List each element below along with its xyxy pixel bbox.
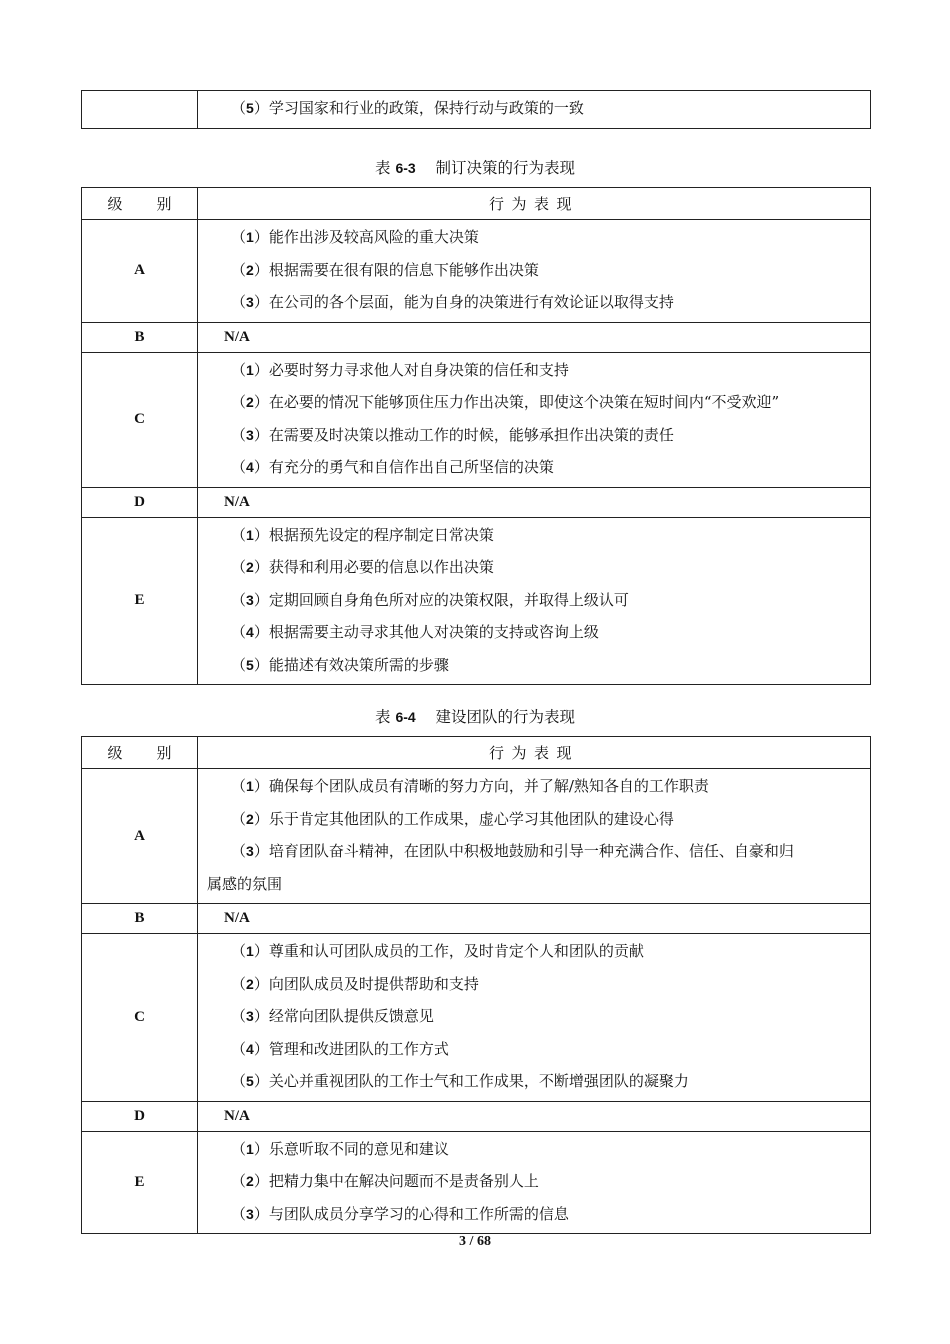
behavior-cell (198, 517, 871, 685)
behavior-item: （4）根据需要主动寻求其他人对决策的支持或咨询上级 (231, 623, 599, 641)
level-cell: A (82, 769, 198, 904)
empty-level-cell (82, 91, 198, 129)
header-level: 级 别 (82, 188, 198, 220)
level-cell: E (82, 1131, 198, 1234)
behavior-cell (198, 934, 871, 1102)
table-header-row (82, 188, 871, 220)
table-row (82, 322, 871, 352)
table-6-4-caption: 表 6-4 建设团队的行为表现 (375, 708, 575, 726)
behavior-item: （5）能描述有效决策所需的步骤 (231, 655, 449, 674)
table-6-4 (81, 736, 871, 1234)
behavior-item: （3）培育团队奋斗精神，在团队中积极地鼓励和引导一种充满合作、信任、自豪和归 (231, 842, 794, 860)
page-number: 3 / 68 (459, 1234, 491, 1249)
behavior-item: （2）向团队成员及时提供帮助和支持 (231, 974, 479, 993)
header-level: 级 别 (82, 737, 198, 769)
behavior-cell (198, 1131, 871, 1234)
header-behavior: 行为表现 (198, 737, 871, 769)
behavior-item: （1）必要时努力寻求他人对自身决策的信任和支持 (231, 360, 569, 379)
level-cell: D (82, 487, 198, 517)
behavior-item: （1）根据预先设定的程序制定日常决策 (231, 525, 494, 544)
table-row (82, 220, 871, 323)
table-row (82, 934, 871, 1102)
na-cell: N/A (198, 322, 871, 352)
behavior-item: （4）有充分的勇气和自信作出自己所坚信的决策 (231, 458, 554, 476)
behavior-cell (198, 91, 871, 129)
behavior-item: （3）与团队成员分享学习的心得和工作所需的信息 (231, 1204, 569, 1223)
table-row (82, 1101, 871, 1131)
top-fragment-table (81, 90, 871, 129)
behavior-cell (198, 220, 871, 323)
table-row (82, 517, 871, 685)
behavior-item: （3）经常向团队提供反馈意见 (231, 1007, 434, 1025)
level-cell: B (82, 322, 198, 352)
na-cell: N/A (198, 1101, 871, 1131)
behavior-item: （1）确保每个团队成员有清晰的努力方向，并了解/熟知各自的工作职责 (231, 777, 709, 795)
table-row (82, 352, 871, 487)
na-cell: N/A (198, 487, 871, 517)
behavior-item: （2）根据需要在很有限的信息下能够作出决策 (231, 260, 539, 279)
behavior-item: （3）在需要及时决策以推动工作的时候，能够承担作出决策的责任 (231, 425, 674, 444)
table-row (82, 904, 871, 934)
table-row (82, 1131, 871, 1234)
table-row (82, 769, 871, 904)
level-cell: C (82, 934, 198, 1102)
behavior-item: （2）在必要的情况下能够顶住压力作出决策，即使这个决策在短时间内“不受欢迎” (231, 393, 780, 411)
behavior-cell (198, 352, 871, 487)
behavior-item: （3）定期回顾自身角色所对应的决策权限，并取得上级认可 (231, 590, 629, 609)
behavior-item: （2）乐于肯定其他团队的工作成果，虚心学习其他团队的建设心得 (231, 809, 674, 828)
table-6-3-caption: 表 6-3 制订决策的行为表现 (375, 159, 575, 177)
header-behavior: 行为表现 (198, 188, 871, 220)
level-cell: B (82, 904, 198, 934)
level-cell: A (82, 220, 198, 323)
behavior-item: （2）把精力集中在解决问题而不是责备别人上 (231, 1172, 539, 1190)
behavior-item: （1）能作出涉及较高风险的重大决策 (231, 228, 479, 246)
behavior-cell (198, 769, 871, 904)
behavior-item: （5）关心并重视团队的工作士气和工作成果，不断增强团队的凝聚力 (231, 1072, 689, 1090)
table-6-3 (81, 187, 871, 685)
table-row (82, 487, 871, 517)
behavior-item-continuation: 属感的氛围 (207, 874, 283, 893)
level-cell: E (82, 517, 198, 685)
behavior-item: （2）获得和利用必要的信息以作出决策 (231, 558, 494, 576)
behavior-item: （5）学习国家和行业的政策，保持行动与政策的一致 (231, 99, 584, 117)
level-cell: C (82, 352, 198, 487)
behavior-item: （4）管理和改进团队的工作方式 (231, 1039, 449, 1058)
table-header-row (82, 737, 871, 769)
na-cell: N/A (198, 904, 871, 934)
behavior-item: （1）尊重和认可团队成员的工作，及时肯定个人和团队的贡献 (231, 942, 644, 960)
level-cell: D (82, 1101, 198, 1131)
behavior-item: （3）在公司的各个层面，能为自身的决策进行有效论证以取得支持 (231, 293, 674, 311)
behavior-item: （1）乐意听取不同的意见和建议 (231, 1139, 449, 1158)
